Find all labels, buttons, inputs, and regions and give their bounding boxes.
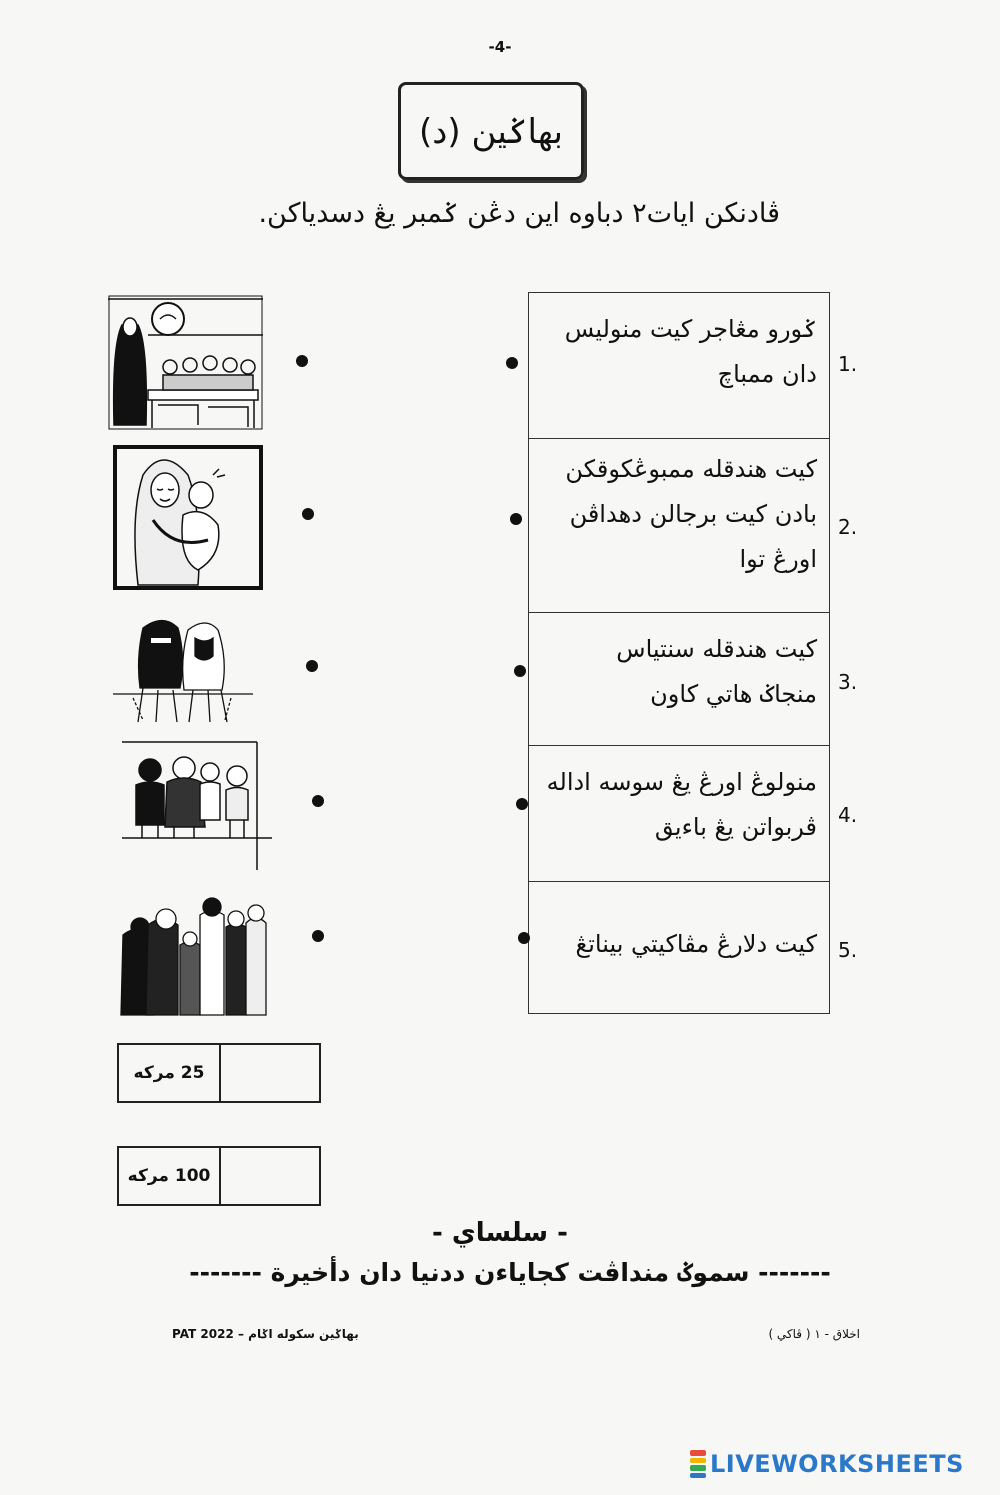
- picture-4-match-dot[interactable]: [312, 795, 324, 807]
- page-number: -4-: [488, 38, 512, 56]
- marks-label-100: 100 مركه: [127, 1166, 211, 1186]
- closing-wish: ------- سموݢ منداڤت كجاياءن ددنيا دان دأخيرة -------: [189, 1258, 831, 1287]
- question-1-line-2: دان ممباچ: [717, 360, 817, 388]
- liveworksheets-watermark: [690, 1450, 990, 1478]
- question-2-match-dot[interactable]: [510, 513, 522, 525]
- helping-people-picture: [122, 740, 272, 872]
- question-4-match-dot[interactable]: [516, 798, 528, 810]
- marks-box-25: [117, 1043, 321, 1103]
- footer-left: بهاݢين سكوله اݢام – PAT 2022: [172, 1327, 359, 1341]
- question-5-match-dot[interactable]: [518, 932, 530, 944]
- question-number-2: 2.: [838, 515, 858, 539]
- section-title: بهاݢين (د): [418, 111, 564, 152]
- family-helping-icon: [122, 742, 272, 870]
- liveworksheets-logo-icon: [690, 1450, 706, 1478]
- question-4-line-1: منولوڠ اورڠ يڠ سوسه اداله: [546, 768, 817, 796]
- question-table: [528, 292, 830, 1014]
- picture-5-match-dot[interactable]: [312, 930, 324, 942]
- question-5-line-1: كيت دلارڠ مڤاكيتي بيناتڠ: [575, 930, 817, 958]
- question-number-3: 3.: [838, 670, 858, 694]
- question-2-line-3: اورڠ توا: [739, 545, 817, 573]
- watermark-text: LIVEWORKSHEETS: [710, 1450, 964, 1478]
- question-cell-1: [529, 293, 829, 439]
- picture-2-match-dot[interactable]: [302, 508, 314, 520]
- section-title-box: [398, 82, 584, 180]
- instruction-text: ڤادنكن ايات٢ دباوه اين دڠن ݢمبر يڠ دسدياكن.: [258, 198, 780, 229]
- two-veiled-women-icon: [113, 621, 253, 723]
- question-number-4: 4.: [838, 803, 858, 827]
- question-3-line-2: منجاݢ هاتي كاون: [650, 680, 817, 708]
- question-cell-3: [529, 613, 829, 746]
- question-2-line-1: كيت هندقله ممبوڠكوقكن: [565, 455, 817, 483]
- teacher-classroom-picture: [108, 295, 263, 430]
- closing-title: - سلساي -: [432, 1218, 568, 1248]
- footer-right: اخلاق - ١ ( ڤاكي ): [768, 1327, 860, 1341]
- question-cell-4: [529, 746, 829, 882]
- question-4-line-2: ڤربواتن يڠ باءيق: [654, 813, 817, 841]
- question-3-match-dot[interactable]: [514, 665, 526, 677]
- marks-score-field-25[interactable]: [219, 1045, 319, 1101]
- two-friends-picture: [113, 618, 253, 723]
- question-3-line-1: كيت هندقله سنتياس: [616, 635, 817, 663]
- teacher-classroom-icon: [108, 296, 263, 429]
- question-number-1: 1.: [838, 352, 858, 376]
- question-cell-5: [529, 882, 829, 1012]
- marks-score-field-100[interactable]: [219, 1148, 319, 1204]
- picture-1-match-dot[interactable]: [296, 355, 308, 367]
- mother-baby-picture: [113, 445, 263, 590]
- question-1-line-1: ݢورو مڠاجر كيت منوليس: [564, 315, 817, 343]
- question-cell-2: [529, 439, 829, 613]
- group-of-people-icon: [121, 898, 266, 1015]
- question-number-5: 5.: [838, 938, 858, 962]
- marks-label-25: 25 مركه: [133, 1063, 205, 1083]
- mother-holding-baby-icon: [115, 447, 261, 588]
- question-2-line-2: بادن كيت برجالن دهداڤن: [569, 500, 817, 528]
- marks-box-100: [117, 1146, 321, 1206]
- picture-3-match-dot[interactable]: [306, 660, 318, 672]
- crowd-picture: [118, 895, 268, 1017]
- question-1-match-dot[interactable]: [506, 357, 518, 369]
